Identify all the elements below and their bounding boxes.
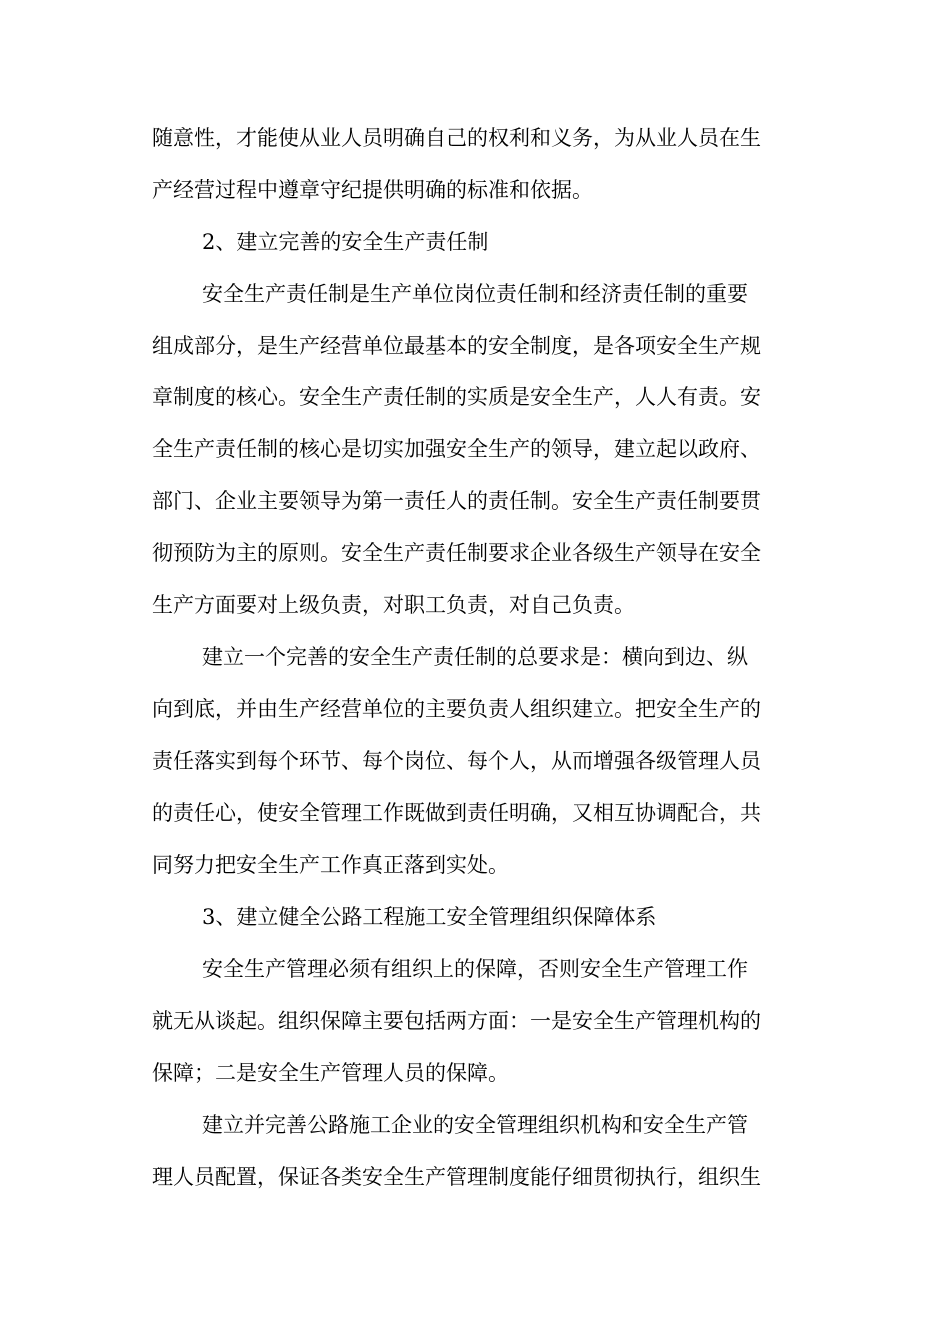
text-line: 同努力把安全生产工作真正落到实处。 [152, 853, 509, 877]
text-line: 的责任心，使安全管理工作既做到责任明确，又相互协调配合，共 [152, 801, 761, 825]
text-line: 保障；二是安全生产管理人员的保障。 [152, 1061, 509, 1085]
section-heading: 2、建立完善的安全生产责任制 [202, 230, 489, 254]
section-heading: 3、建立健全公路工程施工安全管理组织保障体系 [202, 905, 657, 929]
text-line: 安全生产责任制是生产单位岗位责任制和经济责任制的重要 [202, 282, 748, 306]
text-line: 就无从谈起。组织保障主要包括两方面：一是安全生产管理机构的 [152, 1009, 761, 1033]
text-line: 安全生产管理必须有组织上的保障，否则安全生产管理工作 [202, 957, 748, 981]
text-line: 组成部分，是生产经营单位最基本的安全制度，是各项安全生产规 [152, 334, 761, 358]
text-line: 产经营过程中遵章守纪提供明确的标准和依据。 [152, 178, 593, 202]
text-line: 责任落实到每个环节、每个岗位、每个人，从而增强各级管理人员 [152, 749, 761, 773]
text-line: 理人员配置，保证各类安全生产管理制度能仔细贯彻执行，组织生 [152, 1165, 761, 1189]
text-line: 随意性，才能使从业人员明确自己的权利和义务，为从业人员在生 [152, 126, 761, 150]
text-line: 全生产责任制的核心是切实加强安全生产的领导，建立起以政府、 [152, 437, 761, 461]
text-line: 向到底，并由生产经营单位的主要负责人组织建立。把安全生产的 [152, 697, 761, 721]
text-line: 生产方面要对上级负责，对职工负责，对自己负责。 [152, 593, 635, 617]
text-line: 建立一个完善的安全生产责任制的总要求是：横向到边、纵 [202, 645, 748, 669]
text-line: 彻预防为主的原则。安全生产责任制要求企业各级生产领导在安全 [152, 541, 761, 565]
text-line: 部门、企业主要领导为第一责任人的责任制。安全生产责任制要贯 [152, 489, 761, 513]
text-line: 章制度的核心。安全生产责任制的实质是安全生产，人人有责。安 [152, 385, 761, 409]
text-line: 建立并完善公路施工企业的安全管理组织机构和安全生产管 [202, 1113, 748, 1137]
